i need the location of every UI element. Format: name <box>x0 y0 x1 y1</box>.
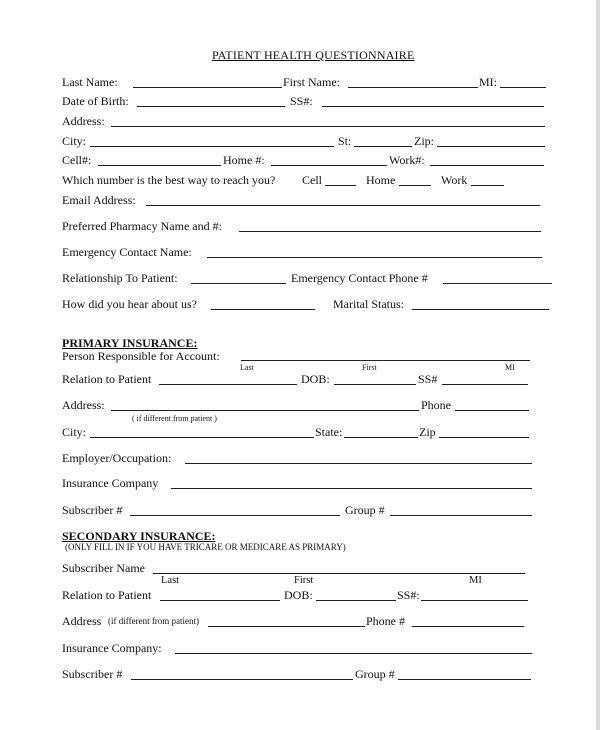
relationship-field[interactable] <box>191 283 286 284</box>
ss-field[interactable] <box>322 106 544 107</box>
primary-relation-label: Relation to Patient <box>62 372 152 386</box>
pharmacy-field[interactable] <box>239 231 541 232</box>
marital-status-field[interactable] <box>412 309 549 310</box>
secondary-company-label: Insurance Company: <box>62 641 162 655</box>
primary-sub-last: Last <box>240 363 254 372</box>
primary-if-different-note: ( if different from patient ) <box>132 414 217 423</box>
ss-label: SS#: <box>290 94 313 108</box>
form-title: PATIENT HEALTH QUESTIONNAIRE <box>212 48 415 62</box>
last-name-label: Last Name: <box>62 75 118 89</box>
address-field[interactable] <box>111 126 545 127</box>
secondary-sub-last: Last <box>161 575 180 586</box>
secondary-sub-mi: MI <box>469 575 482 586</box>
secondary-note: (ONLY FILL IN IF YOU HAVE TRICARE OR MEDICARE AS PRIMARY) <box>65 542 346 552</box>
primary-employer-field[interactable] <box>185 463 532 464</box>
primary-relation-field[interactable] <box>159 384 297 385</box>
secondary-group-field[interactable] <box>398 679 531 680</box>
secondary-sub-first: First <box>294 575 314 586</box>
secondary-insurance-heading: SECONDARY INSURANCE: <box>62 529 216 543</box>
secondary-address-field[interactable] <box>208 626 365 627</box>
pharmacy-label: Preferred Pharmacy Name and #: <box>62 219 222 233</box>
state-field[interactable] <box>354 146 412 147</box>
primary-state-field[interactable] <box>344 437 418 438</box>
work-label: Work#: <box>389 153 425 167</box>
city-label: City: <box>62 134 87 148</box>
primary-dob-label: DOB: <box>301 372 330 386</box>
primary-address-label: Address: <box>62 398 105 412</box>
secondary-group-label: Group # <box>355 667 395 681</box>
best-way-label: Which number is the best way to reach you? <box>62 173 276 187</box>
secondary-if-different-note: (if different from patient) <box>108 616 200 626</box>
work-field[interactable] <box>430 165 544 166</box>
emergency-phone-field[interactable] <box>443 283 552 284</box>
hear-about-field[interactable] <box>211 309 315 310</box>
last-name-field[interactable] <box>133 87 282 88</box>
secondary-subscriber-name-field[interactable] <box>153 573 525 574</box>
secondary-phone-label: Phone # <box>366 614 405 628</box>
secondary-ss-field[interactable] <box>421 600 528 601</box>
best-way-home-field[interactable] <box>399 185 431 186</box>
primary-subscriber-label: Subscriber # <box>62 503 123 517</box>
primary-ss-field[interactable] <box>442 384 528 385</box>
primary-address-field[interactable] <box>111 410 419 411</box>
primary-sub-mi: MI <box>505 363 515 372</box>
email-label: Email Address: <box>62 193 136 207</box>
primary-responsible-field[interactable] <box>241 360 530 361</box>
address-label: Address: <box>62 114 105 128</box>
primary-company-field[interactable] <box>171 488 532 489</box>
city-field[interactable] <box>90 146 334 147</box>
secondary-company-field[interactable] <box>175 653 532 654</box>
zip-field[interactable] <box>437 146 545 147</box>
secondary-relation-field[interactable] <box>160 600 280 601</box>
primary-city-field[interactable] <box>90 437 314 438</box>
secondary-ss-label: SS#: <box>397 588 420 602</box>
best-way-home-label: Home <box>366 173 396 187</box>
emergency-phone-label: Emergency Contact Phone # <box>291 271 428 285</box>
primary-group-label: Group # <box>345 503 385 517</box>
state-label: St: <box>338 134 352 148</box>
zip-label: Zip: <box>414 134 434 148</box>
dob-label: Date of Birth: <box>62 94 129 108</box>
best-way-work-label: Work <box>441 173 468 187</box>
secondary-dob-field[interactable] <box>316 600 396 601</box>
primary-sub-first: First <box>362 363 377 372</box>
secondary-subscriber-label: Subscriber # <box>62 667 123 681</box>
secondary-subscriber-name-label: Subscriber Name <box>62 561 145 575</box>
primary-state-label: State: <box>315 425 343 439</box>
primary-dob-field[interactable] <box>334 384 416 385</box>
home-label: Home #: <box>223 153 265 167</box>
primary-employer-label: Employer/Occupation: <box>62 451 172 465</box>
primary-group-field[interactable] <box>390 515 532 516</box>
relationship-label: Relationship To Patient: <box>62 271 178 285</box>
page-edge-shadow <box>596 0 600 730</box>
cell-field[interactable] <box>98 165 221 166</box>
mi-label: MI: <box>479 75 497 89</box>
hear-about-label: How did you hear about us? <box>62 297 197 311</box>
secondary-dob-label: DOB: <box>284 588 313 602</box>
primary-ss-label: SS# <box>418 372 438 386</box>
best-way-cell-label: Cell <box>302 173 322 187</box>
secondary-phone-field[interactable] <box>412 626 524 627</box>
best-way-cell-field[interactable] <box>325 185 356 186</box>
home-field[interactable] <box>271 165 387 166</box>
primary-city-label: City: <box>62 425 87 439</box>
secondary-address-label: Address <box>62 614 102 628</box>
first-name-label: First Name: <box>283 75 340 89</box>
secondary-subscriber-field[interactable] <box>131 679 353 680</box>
primary-zip-label: Zip <box>419 425 436 439</box>
primary-company-label: Insurance Company <box>62 476 159 490</box>
first-name-field[interactable] <box>348 87 478 88</box>
dob-field[interactable] <box>137 106 285 107</box>
emergency-contact-field[interactable] <box>207 257 542 258</box>
primary-insurance-heading: PRIMARY INSURANCE: <box>62 336 198 350</box>
cell-label: Cell#: <box>62 153 92 167</box>
emergency-contact-label: Emergency Contact Name: <box>62 245 192 259</box>
primary-responsible-label: Person Responsible for Account: <box>62 349 220 363</box>
marital-status-label: Marital Status: <box>333 297 404 311</box>
primary-phone-label: Phone <box>421 398 451 412</box>
best-way-work-field[interactable] <box>471 185 504 186</box>
primary-phone-field[interactable] <box>455 410 529 411</box>
secondary-relation-label: Relation to Patient <box>62 588 152 602</box>
primary-subscriber-field[interactable] <box>130 515 340 516</box>
primary-zip-field[interactable] <box>439 437 529 438</box>
email-field[interactable] <box>146 205 540 206</box>
mi-field[interactable] <box>500 87 546 88</box>
